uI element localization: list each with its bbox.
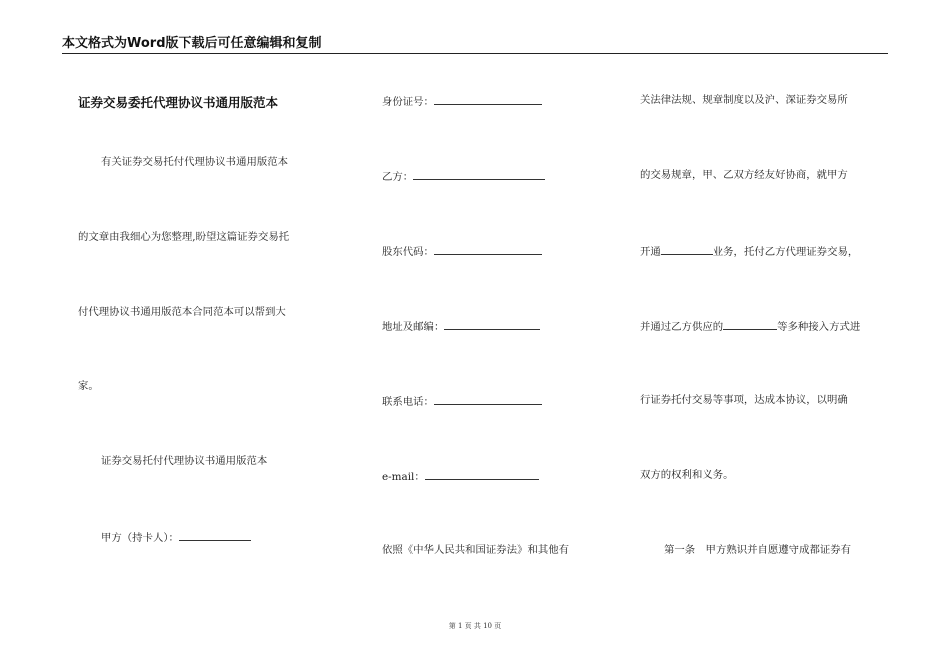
blank-line [444,318,540,330]
blank-line [434,243,542,255]
body-line: 证券交易托付代理协议书通用版范本 [101,455,268,467]
party-b-label: 乙方： [382,171,414,183]
address-field [382,318,540,334]
id-number-field [382,93,542,109]
blank-line [434,393,542,405]
blank-line [425,468,539,480]
email-field [382,468,539,484]
shareholder-code-field [382,243,542,259]
shareholder-code-label: 股东代码： [382,246,434,258]
body-line: 的交易规章，甲、乙双方经友好协商，就甲方 [640,169,848,181]
document-title: 证券交易委托代理协议书通用版范本 [78,95,279,110]
body-line: 开通 业务，托付乙方代理证券交易， [640,243,858,259]
blank-line [661,243,713,255]
party-b-field [382,168,545,184]
body-line: 行证券托付交易等事项，达成本协议，以明确 [640,394,848,406]
body-line: 双方的权利和义务。 [640,469,734,481]
email-label: e-mail： [382,471,425,483]
body-line: 并通过乙方供应的 等多种接入方式进 [640,318,860,334]
body-line: 依照《中华人民共和国证券法》和其他有 [382,544,570,556]
party-a-label: 甲方（持卡人）： [101,532,179,544]
blank-line [434,93,542,105]
body-line: 有关证券交易托付代理协议书通用版范本 [101,156,289,168]
body-line: 的文章由我细心为您整理,盼望这篇证券交易托 [78,231,290,243]
header-divider [62,53,888,54]
document-header: 本文格式为Word版下载后可任意编辑和复制 [62,36,322,51]
id-number-label: 身份证号： [382,96,434,108]
article-one-line: 第一条 甲方熟识并自愿遵守成都证券有 [664,544,852,556]
blank-line [413,168,545,180]
page-number-footer: 第 1 页 共 10 页 [448,622,502,630]
blank-line [179,529,251,541]
blank-line [723,318,777,330]
body-line: 付代理协议书通用版范本合同范本可以帮到大 [78,306,286,318]
body-line: 关法律法规、规章制度以及沪、深证券交易所 [640,94,848,106]
phone-label: 联系电话： [382,396,434,408]
address-label: 地址及邮编： [382,321,445,333]
phone-field [382,393,542,409]
body-line: 家。 [78,380,99,392]
party-a-field [101,529,251,545]
